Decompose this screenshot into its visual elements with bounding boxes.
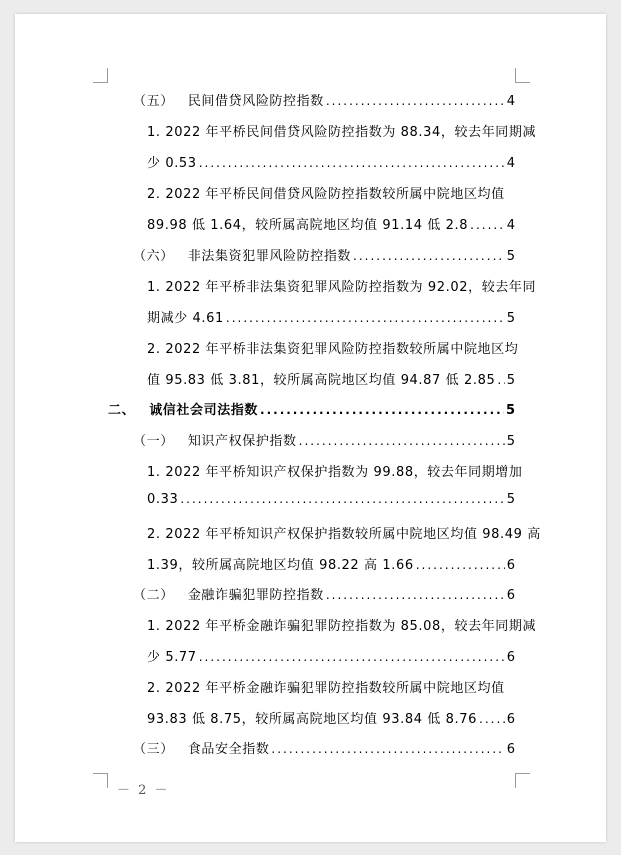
toc-entry-title: 1. 2022 年平桥知识产权保护指数为 99.88，较去年同期增加 — [147, 465, 523, 480]
crop-mark-top-left — [93, 68, 108, 83]
toc-page-number: 4 — [506, 94, 515, 109]
toc-entry-label: （二） — [133, 588, 174, 603]
toc-leader-dots — [180, 492, 504, 506]
toc-entry-section-5[interactable] — [133, 90, 515, 114]
toc-entry-title: 2. 2022 年平桥知识产权保护指数较所属中院地区均值 98.49 高 — [147, 527, 541, 542]
toc-entry-title: 0.33 — [147, 492, 179, 507]
toc-page-number: 5 — [506, 434, 515, 449]
toc-page-number: 6 — [506, 712, 515, 727]
toc-leader-dots — [199, 156, 505, 170]
toc-entry-line[interactable] — [147, 276, 537, 300]
toc-leader-dots — [271, 742, 504, 756]
toc-entry-title: 金融诈骗犯罪防控指数 — [187, 588, 324, 603]
toc-page-number: 5 — [506, 249, 515, 264]
toc-entry-title: 民间借贷风险防控指数 — [187, 94, 324, 109]
toc-entry-title: 诚信社会司法指数 — [149, 403, 259, 418]
toc-entry-label: 二、 — [108, 403, 136, 418]
toc-entry-section-1[interactable] — [133, 430, 515, 454]
toc-page-number: 6 — [506, 588, 515, 603]
toc-entry-line[interactable] — [147, 369, 515, 393]
toc-leader-dots — [416, 558, 505, 572]
toc-entry-section-3[interactable] — [133, 738, 515, 762]
toc-entry-line[interactable] — [147, 492, 515, 516]
toc-entry-label: （三） — [133, 742, 174, 757]
toc-entry-line[interactable] — [147, 152, 515, 176]
toc-entry-line[interactable] — [147, 554, 515, 578]
toc-entry-title: 2. 2022 年平桥金融诈骗犯罪防控指数较所属中院地区均值 — [147, 681, 505, 696]
toc-entry-line[interactable] — [147, 121, 537, 145]
toc-leader-dots — [326, 94, 505, 108]
toc-page-number: 5 — [506, 492, 515, 507]
toc-entry-title: 93.83 低 8.75，较所属高院地区均值 93.84 低 8.76 — [147, 712, 477, 727]
toc-leader-dots — [299, 434, 505, 448]
toc-entry-line[interactable] — [147, 307, 515, 331]
toc-entry-title: 89.98 低 1.64，较所属高院地区均值 91.14 低 2.8 — [147, 218, 469, 233]
toc-leader-dots — [470, 218, 505, 232]
toc-entry-line[interactable] — [147, 338, 519, 362]
toc-entry-title: 期减少 4.61 — [147, 311, 224, 326]
toc-entry-title: 少 0.53 — [147, 156, 197, 171]
toc-entry-line[interactable] — [147, 615, 537, 639]
toc-page-number: 6 — [506, 650, 515, 665]
toc-entry-line[interactable] — [147, 708, 515, 732]
page-number-footer: － 2 － — [117, 783, 170, 798]
toc-entry-line[interactable] — [147, 214, 515, 238]
toc-entry-label: （一） — [133, 434, 174, 449]
toc-entry-line[interactable] — [147, 183, 515, 207]
toc-entry-section-6[interactable] — [133, 245, 515, 269]
toc-entry-title: 1. 2022 年平桥民间借贷风险防控指数为 88.34，较去年同期减 — [147, 125, 537, 140]
crop-mark-bottom-left — [93, 773, 108, 788]
toc-entry-title: 1. 2022 年平桥金融诈骗犯罪防控指数为 85.08，较去年同期减 — [147, 619, 537, 634]
toc-page-number: 4 — [506, 156, 515, 171]
toc-page-number: 6 — [506, 742, 515, 757]
toc-leader-dots — [326, 588, 505, 602]
toc-entry-title: 知识产权保护指数 — [187, 434, 297, 449]
toc-entry-line[interactable] — [147, 523, 541, 547]
toc-entry-line[interactable] — [147, 646, 515, 670]
toc-page-number: 6 — [506, 558, 515, 573]
crop-mark-bottom-right — [515, 773, 530, 788]
toc-leader-dots — [260, 403, 504, 417]
toc-entry-label: （六） — [133, 249, 174, 264]
toc-entry-title: 食品安全指数 — [187, 742, 270, 757]
toc-page-number: 5 — [505, 403, 515, 418]
crop-mark-top-right — [515, 68, 530, 83]
toc-page-number: 4 — [506, 218, 515, 233]
toc-entry-label: （五） — [133, 94, 174, 109]
toc-entry-title: 非法集资犯罪风险防控指数 — [187, 249, 352, 264]
toc-leader-dots — [199, 650, 505, 664]
toc-leader-dots — [497, 373, 504, 387]
toc-entry-section-2[interactable] — [133, 584, 515, 608]
toc-entry-title: 2. 2022 年平桥非法集资犯罪风险防控指数较所属中院地区均 — [147, 342, 519, 357]
toc-entry-line[interactable] — [147, 461, 523, 485]
toc-leader-dots — [353, 249, 505, 263]
toc-entry-title: 2. 2022 年平桥民间借贷风险防控指数较所属中院地区均值 — [147, 187, 505, 202]
toc-page-number: 5 — [506, 311, 515, 326]
toc-leader-dots — [479, 712, 505, 726]
toc-entry-title: 1. 2022 年平桥非法集资犯罪风险防控指数为 92.02，较去年同 — [147, 280, 537, 295]
toc-entry-line[interactable] — [147, 677, 515, 701]
toc-entry-title: 少 5.77 — [147, 650, 197, 665]
toc-page-number: 5 — [506, 373, 515, 388]
toc-entry-chapter-2[interactable] — [108, 399, 515, 423]
toc-entry-title: 值 95.83 低 3.81，较所属高院地区均值 94.87 低 2.85 — [147, 373, 496, 388]
toc-leader-dots — [226, 311, 505, 325]
toc-entry-title: 1.39，较所属高院地区均值 98.22 高 1.66 — [147, 558, 414, 573]
